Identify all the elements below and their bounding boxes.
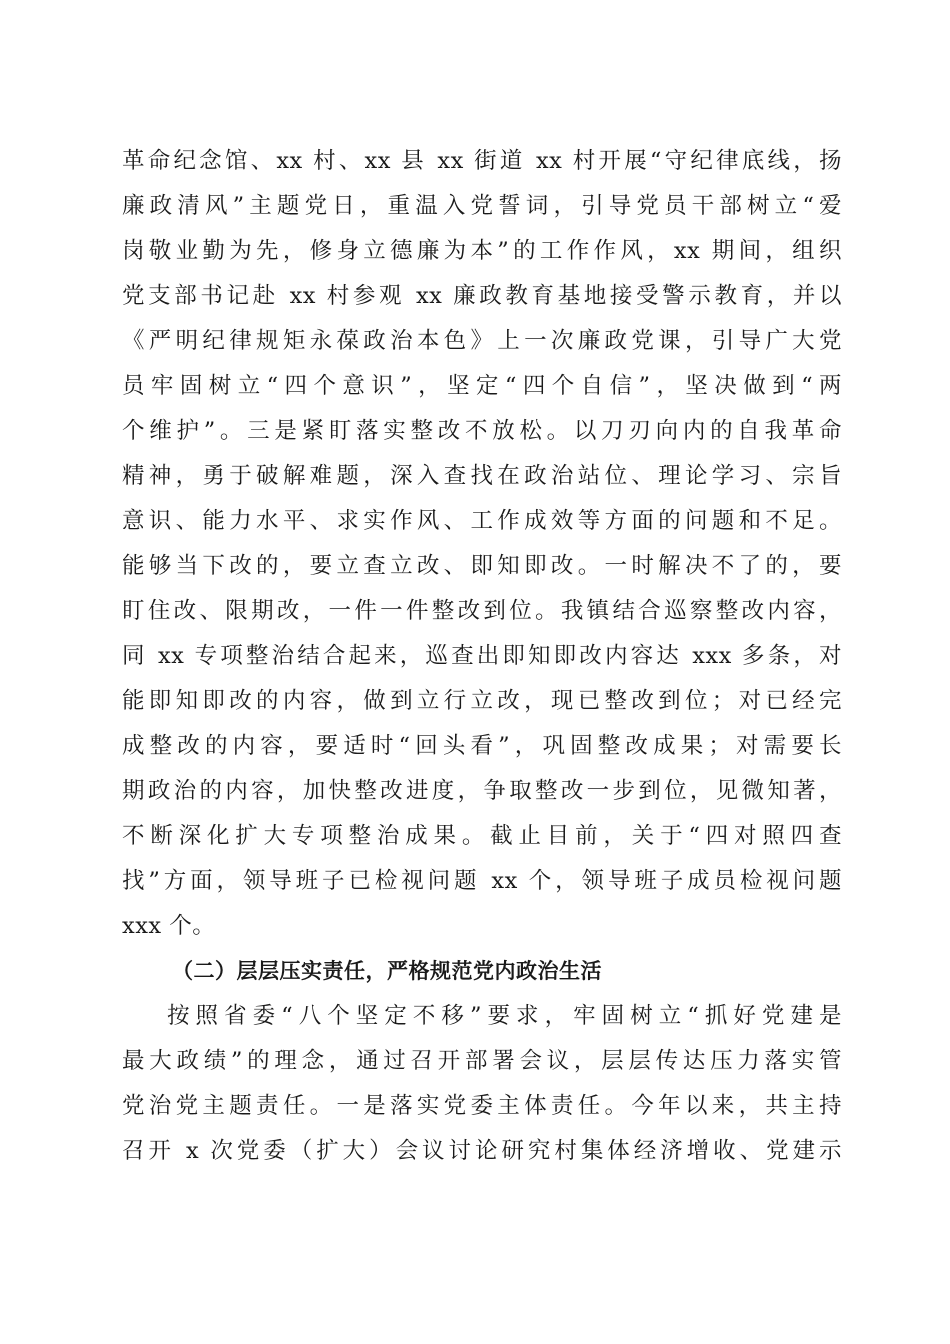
text-line: 党治党主题责任。一是落实党委主体责任。今年以来，共主持: [122, 1093, 842, 1119]
text-line: 岗敬业勤为先，修身立德廉为本”的工作作风，xx 期间，组织: [122, 238, 842, 264]
text-line: 员牢固树立“四个意识”，坚定“四个自信”，坚决做到“两: [122, 373, 842, 399]
text-line: 不断深化扩大专项整治成果。截止目前，关于“四对照四查: [122, 823, 842, 849]
text-line: 能即知即改的内容，做到立行立改，现已整改到位；对已经完: [122, 688, 842, 714]
text-line: 召开 x 次党委（扩大）会议讨论研究村集体经济增收、党建示: [122, 1138, 842, 1164]
text-line: 个维护”。三是紧盯落实整改不放松。以刀刃向内的自我革命: [122, 418, 842, 444]
text-line: 能够当下改的，要立查立改、即知即改。一时解决不了的，要: [122, 553, 842, 579]
text-line: 精神，勇于破解难题，深入查找在政治站位、理论学习、宗旨: [122, 463, 842, 489]
text-line: 意识、能力水平、求实作风、工作成效等方面的问题和不足。: [122, 508, 842, 534]
section-heading: （二）层层压实责任，严格规范党内政治生活: [172, 959, 602, 983]
text-line: 按照省委“八个坚定不移”要求，牢固树立“抓好党建是: [167, 1003, 842, 1029]
text-line: 盯住改、限期改，一件一件整改到位。我镇结合巡察整改内容，: [122, 598, 842, 624]
text-line: 最大政绩”的理念，通过召开部署会议，层层传达压力落实管: [122, 1048, 842, 1074]
text-line: 党支部书记赴 xx 村参观 xx 廉政教育基地接受警示教育，并以: [122, 283, 842, 309]
text-line: 期政治的内容，加快整改进度，争取整改一步到位，见微知著，: [122, 778, 842, 804]
text-line: 《严明纪律规矩永葆政治本色》上一次廉政党课，引导广大党: [122, 328, 842, 354]
text-line: 革命纪念馆、xx 村、xx 县 xx 街道 xx 村开展“守纪律底线，扬: [122, 148, 842, 174]
text-line: 廉政清风”主题党日，重温入党誓词，引导党员干部树立“爱: [122, 193, 842, 219]
paragraph-continued: [122, 139, 842, 1174]
text-line: 找”方面，领导班子已检视问题 xx 个，领导班子成员检视问题: [122, 868, 842, 894]
text-line: xxx 个。: [122, 913, 216, 939]
text-line: 同 xx 专项整治结合起来，巡查出即知即改内容达 xxx 多条，对: [122, 643, 842, 669]
text-line: 成整改的内容，要适时“回头看”，巩固整改成果；对需要长: [122, 733, 842, 759]
